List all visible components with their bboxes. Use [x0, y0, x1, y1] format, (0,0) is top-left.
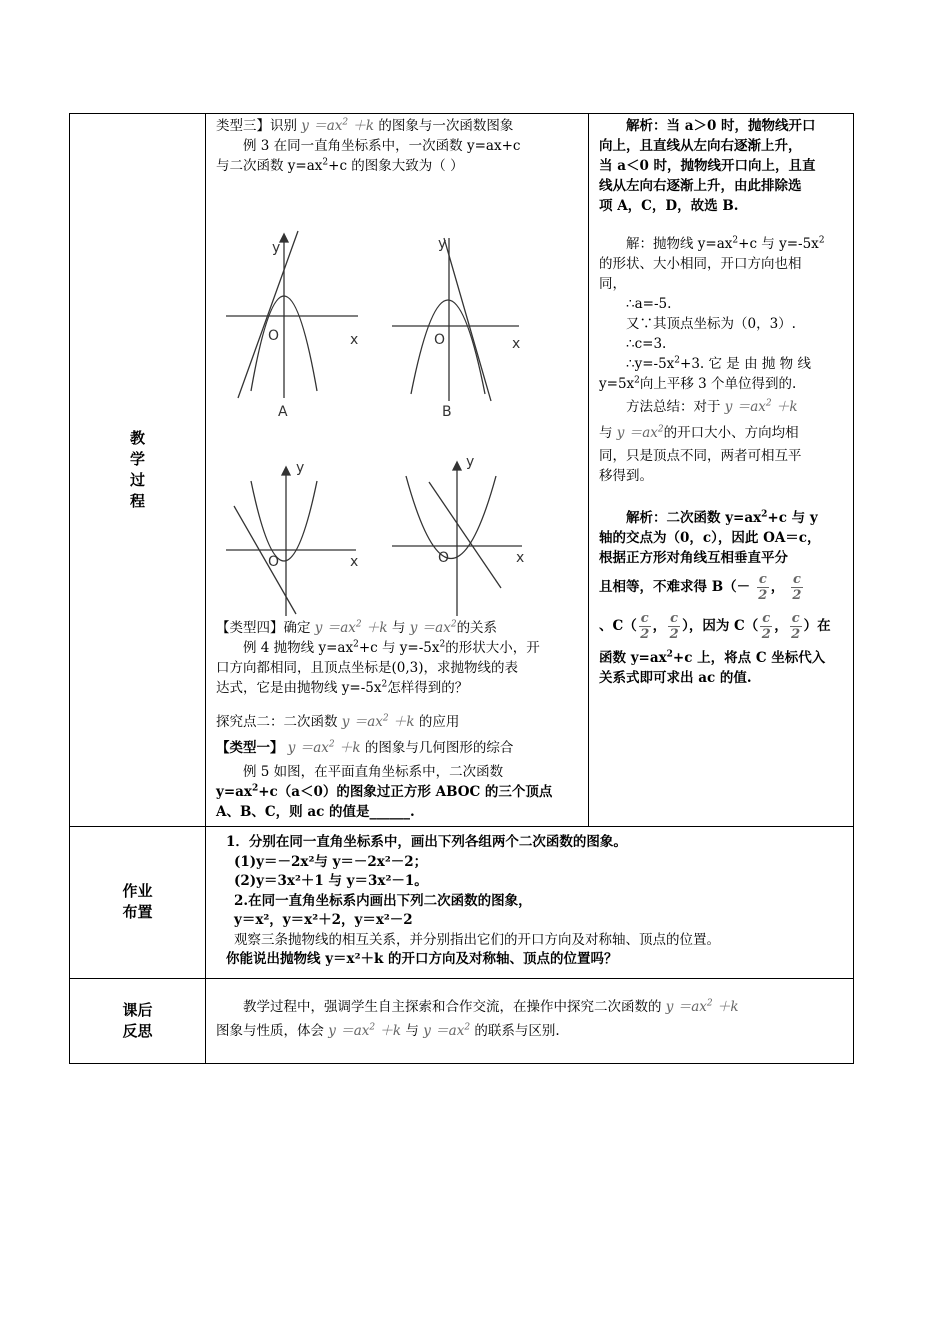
- example3-graphs: [216, 176, 566, 616]
- homework-content-cell: [206, 827, 854, 979]
- example4-line2: 口方向都相同，且顶点坐标是(0,3)，求抛物线的表: [216, 660, 519, 676]
- formula-y-ax2-k: $y =ax^2 +k$: [301, 117, 375, 134]
- method-summary-line4: 移得到。: [599, 468, 653, 484]
- reflection-label-2: 反思: [122, 1021, 153, 1040]
- process-label-1: 教: [129, 429, 145, 447]
- homework-label-1: 作业: [122, 882, 153, 901]
- process-row: [70, 114, 854, 827]
- graph-a-y-label: y: [272, 240, 281, 256]
- homework-line1: 1．分别在同一直角坐标系中，画出下列各组两个二次函数的图象。: [226, 834, 627, 850]
- analysis-c-line6: 函数 $y=ax^2+c$ 上，将点 C 坐标代入: [599, 649, 826, 666]
- example5-line2: $y=ax^2+c(a<0)$的图象过正方形 ABOC 的三个顶点: [216, 783, 553, 800]
- reflection-label-cell: [70, 978, 206, 1063]
- analysis-c-line7: 关系式即可求出 ac 的值.: [599, 670, 752, 686]
- example5-line1: 例 5 如图，在平面直角坐标系中，二次函数: [243, 764, 504, 780]
- solution-line2: 的形状、大小相同，开口方向也相: [599, 256, 802, 272]
- example3-line1: 例 3 在同一直角坐标系中，一次函数 y=ax+c: [243, 138, 521, 154]
- homework-line6: 观察三条抛物线的相互关系，并分别指出它们的开口方向及对称轴、顶点的位置。: [234, 931, 720, 948]
- solution-line1: 解：抛物线 $y=ax^2+c$ 与 $y=-5x^2$: [626, 235, 825, 252]
- graph-b: [392, 238, 519, 401]
- method-summary-line1: 方法总结：对于 $y =ax^2 +k$: [626, 398, 798, 415]
- homework-line7: 你能说出抛物线 y＝x²＋k 的开口方向及对称轴、顶点的位置吗？: [226, 951, 618, 967]
- solution-line8: $y=5x^2$向上平移 3 个单位得到的.: [599, 375, 797, 392]
- graph-c: [226, 467, 359, 616]
- homework-line2: (1)y＝－2x²与 y＝－2x²－2；: [234, 853, 428, 870]
- graph-a-origin: O: [268, 328, 280, 344]
- type4-heading: 【类型四】确定 $y =ax^2 +k$ 与 $y =ax^2$的关系: [216, 619, 498, 636]
- homework-label-cell: [70, 827, 206, 979]
- graph-c-origin: O: [268, 554, 280, 570]
- graph-a: [226, 231, 358, 398]
- analysis-c-line1: 解析：二次函数 $y=ax^2+c$ 与 y: [626, 509, 818, 526]
- reflection-row: [70, 978, 854, 1063]
- homework-line5: y＝x²，y＝x²＋2，y＝x²－2: [234, 912, 413, 928]
- reflection-label-1: 课后: [122, 1000, 153, 1019]
- graph-d-origin: O: [438, 550, 450, 566]
- homework-label-2: 布置: [122, 903, 153, 922]
- process-content-cell: [206, 114, 589, 827]
- graph-b-x-label: x: [512, 336, 521, 352]
- example5-line3: A、B、C，则 ac 的值是______.: [216, 804, 415, 820]
- graph-d-x-label: x: [516, 550, 525, 566]
- graph-d: [392, 462, 525, 616]
- solution-line7: $\therefore y=-5x^2+3$. 它 是 由 抛 物 线: [626, 355, 811, 372]
- graph-d-y-label: y: [466, 454, 475, 470]
- solution-line5: 又∵其顶点坐标为（0，3）.: [626, 316, 796, 332]
- analysis-c-line4: 且相等，不难求得 B（－ $\frac{c}{2}$ ， $\frac{c}{2}$: [599, 572, 802, 603]
- graph-c-y-label: y: [296, 460, 305, 476]
- reflection-line2: 图象与性质，体会 $y =ax^2 +k$ 与 $y =ax^2$ 的联系与区别.: [216, 1022, 560, 1039]
- analysis-a-line5: 项 A，C，D，故选 B.: [599, 198, 739, 214]
- reflection-content-cell: [206, 978, 854, 1063]
- example3-line2: 与二次函数 $y=ax^2+c$ 的图象大致为（ ）: [216, 157, 464, 174]
- explore2-heading: 探究点二：二次函数 $y =ax^2 +k$ 的应用: [216, 713, 460, 730]
- graph-b-y-label: y: [438, 236, 447, 252]
- solution-line6: ∴c=3.: [626, 336, 667, 352]
- graph-a-x-label: x: [350, 332, 359, 348]
- reflection-line1: 教学过程中，强调学生自主探索和合作交流，在操作中探究二次函数的 $y =ax^2 +k$: [243, 998, 739, 1015]
- homework-row: [70, 827, 854, 979]
- solution-line4: ∴a=-5.: [626, 296, 672, 312]
- type3-pre: 类型三】识别: [216, 118, 297, 134]
- process-label-3: 过: [129, 471, 145, 489]
- analysis-a-line1: 解析：当 a＞0 时，抛物线开口: [626, 118, 816, 134]
- homework-line4: 2.在同一直角坐标系内画出下列二次函数的图象，: [234, 892, 532, 909]
- lesson-plan-table: [69, 113, 854, 1064]
- analysis-a-line3: 当 a＜0 时，抛物线开口向上，且直: [599, 158, 816, 174]
- solution-line3: 同，: [599, 276, 626, 292]
- graph-b-origin: O: [434, 332, 446, 348]
- process-label-cell: [70, 114, 206, 827]
- analysis-cell: [589, 114, 854, 827]
- analysis-c-line5: 、C（ $\frac{c}{2}$ ， $\frac{c}{2}$ ），因为 C（ $\frac{c}{2}$ ， $\frac{c}{2}$ ）在: [599, 611, 831, 642]
- graph-b-label: B: [442, 404, 452, 420]
- analysis-c-line3: 根据正方形对角线互相垂直平分: [599, 550, 788, 566]
- type3-heading: [216, 116, 584, 136]
- type1-heading: 【类型一】 $y =ax^2 +k$ 的图象与几何图形的综合: [216, 739, 514, 756]
- method-summary-line2: 与 $y =ax^2$的开口大小、方向均相: [599, 424, 799, 441]
- example4-line1: 例 4 抛物线 $y=ax^2+c$ 与 $y=-5x^2$的形状大小，开: [243, 639, 540, 656]
- example4-line3: 达式，它是由抛物线 $y=-5x^2$怎样得到的？: [216, 679, 469, 696]
- process-label-2: 学: [129, 450, 145, 468]
- method-summary-line3: 同，只是顶点不同，两者可相互平: [599, 448, 802, 464]
- analysis-a-line4: 线从左向右逐渐上升，由此排除选: [599, 178, 802, 194]
- analysis-a-line2: 向上，且直线从左向右逐渐上升，: [599, 138, 802, 154]
- graph-a-label: A: [278, 404, 288, 420]
- process-label-4: 程: [129, 492, 145, 510]
- type3-post: 的图象与一次函数图象: [378, 118, 514, 134]
- homework-line3: (2)y＝3x²＋1 与 y＝3x²－1。: [234, 873, 428, 889]
- graph-c-x-label: x: [350, 554, 359, 570]
- analysis-c-line2: 轴的交点为（0，c），因此 OA＝c，: [599, 530, 821, 546]
